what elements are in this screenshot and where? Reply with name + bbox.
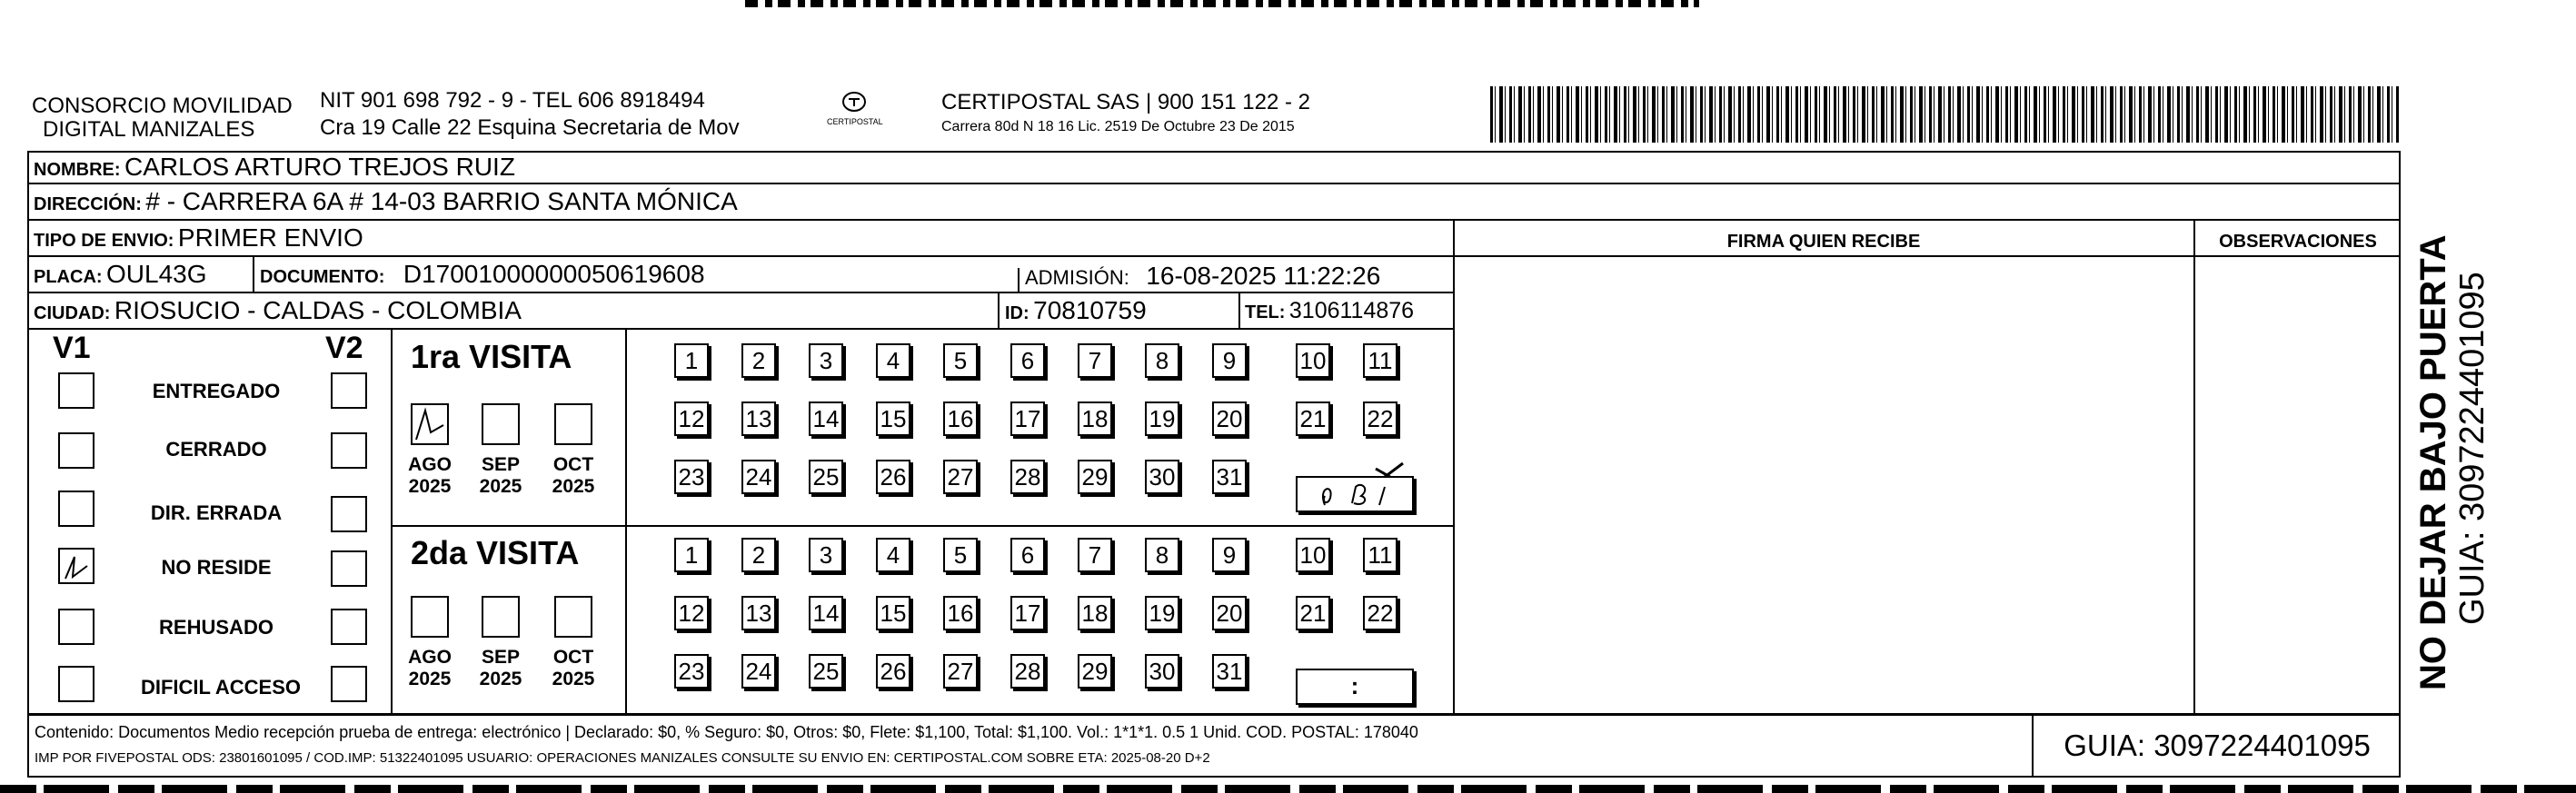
second-visit-day-8[interactable]: 8 — [1145, 538, 1179, 572]
second-visit-day-20[interactable]: 20 — [1212, 596, 1247, 630]
second-visit-day-12[interactable]: 12 — [674, 596, 709, 630]
first-visit-day-13[interactable]: 13 — [741, 401, 776, 436]
v1-checkbox-entregado[interactable] — [58, 372, 94, 409]
second-visit-month-sep[interactable] — [482, 596, 520, 638]
v1-checkbox-cerrado[interactable] — [58, 432, 94, 469]
v1-checkbox-dir-errada[interactable] — [58, 491, 94, 527]
second-visit-day-6[interactable]: 6 — [1010, 538, 1045, 572]
first-visit-day-31[interactable]: 31 — [1212, 460, 1247, 494]
handwritten-check-icon — [413, 405, 447, 443]
first-visit-day-24[interactable]: 24 — [741, 460, 776, 494]
ciudad-field: CIUDAD: RIOSUCIO - CALDAS - COLOMBIA — [34, 296, 522, 324]
v2-label: V2 — [325, 331, 363, 365]
second-visit-day-24[interactable]: 24 — [741, 654, 776, 689]
second-visit-day-10[interactable]: 10 — [1296, 538, 1330, 572]
first-visit-day-12[interactable]: 12 — [674, 401, 709, 436]
first-visit-month-ago[interactable] — [411, 403, 449, 445]
first-visit-day-26[interactable]: 26 — [876, 460, 910, 494]
first-visit-day-6[interactable]: 6 — [1010, 343, 1045, 378]
v2-checkbox-cerrado[interactable] — [331, 432, 367, 469]
second-visit-day-18[interactable]: 18 — [1078, 596, 1112, 630]
second-visit-day-21[interactable]: 21 — [1296, 596, 1330, 630]
id-field: ID: 70810759 — [1005, 296, 1147, 324]
second-visit-day-3[interactable]: 3 — [809, 538, 843, 572]
admision-field: ADMISIÓN: 16-08-2025 11:22:26 — [1025, 262, 1381, 290]
observaciones-header: OBSERVACIONES — [2219, 232, 2377, 252]
second-visit-day-15[interactable]: 15 — [876, 596, 910, 630]
v1-checkbox-no-reside[interactable] — [58, 548, 94, 584]
first-visit-day-8[interactable]: 8 — [1145, 343, 1179, 378]
top-edge-marks — [745, 0, 1699, 7]
bottom-edge-marks — [0, 785, 2576, 793]
nombre-field: NOMBRE: CARLOS ARTURO TREJOS RUIZ — [34, 153, 515, 181]
first-visit-time-box[interactable] — [1296, 476, 1414, 512]
v1-checkbox-dificil-acceso[interactable] — [58, 666, 94, 702]
first-visit-month-label-ago: AGO 2025 — [408, 454, 452, 497]
second-visit-month-label-ago: AGO 2025 — [408, 647, 452, 689]
second-visit-month-label-oct: OCT 2025 — [552, 647, 595, 689]
first-visit-day-2[interactable]: 2 — [741, 343, 776, 378]
second-visit-day-23[interactable]: 23 — [674, 654, 709, 689]
second-visit-month-ago[interactable] — [411, 596, 449, 638]
first-visit-day-19[interactable]: 19 — [1145, 401, 1179, 436]
v1-label: V1 — [53, 331, 91, 365]
second-visit-day-14[interactable]: 14 — [809, 596, 843, 630]
side-guia: GUIA: 3097224401095 — [2453, 272, 2491, 625]
footer-imp: IMP POR FIVEPOSTAL ODS: 23801601095 / COD.IMP: 51322401095 USUARIO: OPERACIONES MANIZALES CONSULTE SU ENVIO EN: CERTIPOSTAL.COM SOBRE ETA: 2025-08-20 D+2 — [35, 750, 1210, 766]
direccion-field: DIRECCIÓN: # - CARRERA 6A # 14-03 BARRIO SANTA MÓNICA — [34, 187, 738, 215]
second-visit-day-19[interactable]: 19 — [1145, 596, 1179, 630]
v2-checkbox-dir-errada[interactable] — [331, 496, 367, 532]
first-visit-day-4[interactable]: 4 — [876, 343, 910, 378]
second-visit-day-25[interactable]: 25 — [809, 654, 843, 689]
first-visit-month-oct[interactable] — [554, 403, 592, 445]
handwritten-check-icon — [60, 550, 93, 582]
v2-checkbox-dificil-acceso[interactable] — [331, 666, 367, 702]
first-visit-day-23[interactable]: 23 — [674, 460, 709, 494]
second-visit-day-16[interactable]: 16 — [943, 596, 978, 630]
second-visit-day-27[interactable]: 27 — [943, 654, 978, 689]
second-visit-day-7[interactable]: 7 — [1078, 538, 1112, 572]
first-visit-day-28[interactable]: 28 — [1010, 460, 1045, 494]
first-visit-month-label-sep: SEP 2025 — [479, 454, 522, 497]
first-visit-day-11[interactable]: 11 — [1363, 343, 1397, 378]
second-visit-day-31[interactable]: 31 — [1212, 654, 1247, 689]
second-visit-day-30[interactable]: 30 — [1145, 654, 1179, 689]
first-visit-title: 1ra VISITA — [411, 338, 572, 375]
first-visit-day-18[interactable]: 18 — [1078, 401, 1112, 436]
footer-contenido: Contenido: Documentos Medio recepción prueba de entrega: electrónico | Declarado: $0, % Seguro: $0, Otros: $0, Flete: $1,100, Total: $1,100. Vol.: 1*1*1. 0.5 1 Unid. COD. POSTAL: 178040 — [35, 723, 1418, 741]
second-visit-day-2[interactable]: 2 — [741, 538, 776, 572]
v2-checkbox-no-reside[interactable] — [331, 550, 367, 587]
status-cerrado: CERRADO — [165, 438, 267, 461]
second-visit-title: 2da VISITA — [411, 534, 580, 571]
first-visit-month-label-oct: OCT 2025 — [552, 454, 595, 497]
v2-checkbox-entregado[interactable] — [331, 372, 367, 409]
second-visit-day-13[interactable]: 13 — [741, 596, 776, 630]
status-dir-errada: DIR. ERRADA — [150, 501, 283, 524]
first-visit-month-sep[interactable] — [482, 403, 520, 445]
second-visit-day-28[interactable]: 28 — [1010, 654, 1045, 689]
status-entregado: ENTREGADO — [152, 380, 281, 402]
status-dificil-acceso: DIFICIL ACCESO — [140, 676, 301, 699]
first-visit-day-29[interactable]: 29 — [1078, 460, 1112, 494]
v1-checkbox-rehusado[interactable] — [58, 609, 94, 645]
first-visit-day-27[interactable]: 27 — [943, 460, 978, 494]
company-nit-address: NIT 901 698 792 - 9 - TEL 606 8918494 Cra 19 Calle 22 Esquina Secretaria de Mov — [320, 88, 740, 140]
second-visit-month-label-sep: SEP 2025 — [479, 647, 522, 689]
second-visit-time-box[interactable]: : — [1296, 669, 1414, 705]
status-rehusado: REHUSADO — [159, 616, 274, 639]
first-visit-day-20[interactable]: 20 — [1212, 401, 1247, 436]
first-visit-day-17[interactable]: 17 — [1010, 401, 1045, 436]
second-visit-day-11[interactable]: 11 — [1363, 538, 1397, 572]
second-visit-day-5[interactable]: 5 — [943, 538, 978, 572]
status-no-reside: NO RESIDE — [161, 556, 272, 579]
second-visit-day-9[interactable]: 9 — [1212, 538, 1247, 572]
certipostal-logo: CERTIPOSTAL — [827, 91, 881, 126]
second-visit-month-oct[interactable] — [554, 596, 592, 638]
second-visit-day-17[interactable]: 17 — [1010, 596, 1045, 630]
barcode — [1490, 86, 2399, 143]
company-name: CONSORCIO MOVILIDAD DIGITAL MANIZALES — [32, 94, 293, 142]
first-visit-day-30[interactable]: 30 — [1145, 460, 1179, 494]
first-visit-day-25[interactable]: 25 — [809, 460, 843, 494]
handwritten-time-icon — [1298, 478, 1412, 510]
first-visit-day-14[interactable]: 14 — [809, 401, 843, 436]
first-visit-day-1[interactable]: 1 — [674, 343, 709, 378]
second-visit-day-22[interactable]: 22 — [1363, 596, 1397, 630]
first-visit-day-9[interactable]: 9 — [1212, 343, 1247, 378]
first-visit-day-16[interactable]: 16 — [943, 401, 978, 436]
placa-field: PLACA: OUL43G — [34, 260, 207, 288]
firma-header: FIRMA QUIEN RECIBE — [1726, 232, 1921, 252]
first-visit-day-7[interactable]: 7 — [1078, 343, 1112, 378]
v2-checkbox-rehusado[interactable] — [331, 609, 367, 645]
second-visit-day-1[interactable]: 1 — [674, 538, 709, 572]
second-visit-day-29[interactable]: 29 — [1078, 654, 1112, 689]
footer-guia: GUIA: 3097224401095 — [2064, 729, 2371, 762]
second-visit-day-26[interactable]: 26 — [876, 654, 910, 689]
first-visit-day-10[interactable]: 10 — [1296, 343, 1330, 378]
first-visit-day-15[interactable]: 15 — [876, 401, 910, 436]
first-visit-day-3[interactable]: 3 — [809, 343, 843, 378]
no-dejar-bajo-puerta: NO DEJAR BAJO PUERTA — [2413, 234, 2453, 690]
tel-field: TEL: 3106114876 — [1245, 298, 1415, 323]
first-visit-day-22[interactable]: 22 — [1363, 401, 1397, 436]
certipostal-info: CERTIPOSTAL SAS | 900 151 122 - 2 Carrera 80d N 18 16 Lic. 2519 De Octubre 23 De 2015 — [941, 90, 1310, 134]
first-visit-day-21[interactable]: 21 — [1296, 401, 1330, 436]
tipo-envio-field: TIPO DE ENVIO: PRIMER ENVIO — [34, 223, 363, 252]
second-visit-day-4[interactable]: 4 — [876, 538, 910, 572]
first-visit-day-5[interactable]: 5 — [943, 343, 978, 378]
documento-field: DOCUMENTO: D17001000000050619608 — [260, 260, 705, 288]
